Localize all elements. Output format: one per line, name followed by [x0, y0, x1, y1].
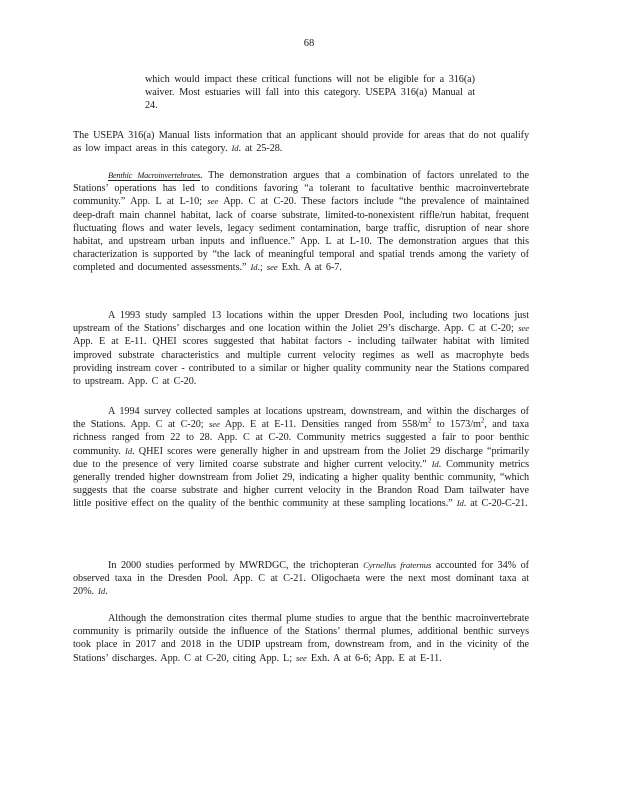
citation-see: see — [295, 652, 307, 663]
text: Exh. A at 6-6; App. E at E-11. — [310, 652, 442, 664]
superscript: 2 — [427, 416, 432, 425]
citation-see: see — [266, 262, 278, 273]
paragraph-1993-study — [73, 309, 529, 388]
citation-id: Id — [231, 143, 239, 154]
citation-see: see — [207, 196, 219, 207]
citation-id: Id — [456, 498, 464, 509]
text: App. C at C-20. These factors include “the prevalence of maintained deep-draft main channel habitat, lack of coarse substrate, limited-to-nonexistent riffle/run habitat, frequent fluctuating flows and water levels, legacy sediment contamination, barge traffic, disruption of near shore habitat, and upstream urban inputs and influence.” App. L at L-10. The demonstration argues that this characterization is supported by “the lack of meaningful temporal and spatial trends among the variety of completed and documented assessments.” — [73, 196, 529, 274]
citation-id: Id — [125, 445, 133, 456]
citation-id: Id — [98, 586, 106, 597]
text: The USEPA 316(a) Manual lists information that an applicant should provide for areas that do not qualify as low impact areas in this category. — [73, 130, 529, 155]
text: .; — [257, 262, 263, 274]
citation-id: Id — [250, 262, 258, 273]
citation-see: see — [209, 419, 220, 430]
text: . The demonstration argues that a combination of factors unrelated to the Stations’ operations has led to conditions favoring “a tolerant to facultative benthic macroinvertebrate community.” App. L at L-10; — [73, 170, 529, 208]
text: In 2000 studies performed by MWRDGC, the trichopteran — [108, 560, 359, 571]
text: Exh. A at 6-7. — [281, 262, 342, 274]
text: App. E at E-11. QHEI scores suggested that habitat factors - including tailwater habitat with limited improved substrate characteristics and multiple current velocity regimes as well as macrophyte beds providing instream cover - contributed to a similar or higher quality community near the Stations compared to upstream. App. C at C-20. — [73, 336, 529, 388]
paragraph-benthic-macroinvertebrates — [73, 169, 529, 275]
paragraph-thermal-plume — [73, 612, 529, 665]
paragraph-1994-survey — [73, 405, 529, 511]
page-number: 68 — [303, 38, 315, 49]
text: . at C-20-C-21. — [463, 498, 528, 510]
block-quote — [145, 73, 475, 113]
text: . Community metrics generally trended higher downstream from Joliet 29, indicating a higher quality benthic community, “which suggests that the coarse substrate and higher current velocity in the Brandon Road Dam tailwater have little positive effect on the quality of the benthic community at these sampling locations.” — [73, 458, 530, 510]
paragraph-2000-studies — [73, 559, 529, 599]
superscript: 2 — [480, 416, 485, 425]
text: , and taxa richness ranged from 22 to 28. App. C at C-20. Community metrics suggested a fair to poor benthic community. — [73, 419, 529, 457]
block-quote-text: which would impact these critical functions will not be eligible for a 316(a) waiver. Most estuaries will fall into this category. USEPA 316(a) Manual at 24. — [145, 74, 475, 112]
text: App. E at E-11. Densities ranged from 558/m — [224, 419, 428, 431]
text: . QHEI scores were generally higher in and upstream from the Joliet 29 discharge “primarily due to the presence of very limited coarse substrate and higher current velocity.” — [73, 445, 529, 470]
citation-see: see — [518, 323, 530, 334]
text: Although the demonstration cites thermal plume studies to argue that the benthic macroinvertebrate community is primarily outside the influence of the Stations’ thermal plumes, additional benthic surveys took place in 2017 and 2018 in the UDIP upstream from, downstream from, and in the vicinity of the Stations’ discharges. App. C at C-20, citing App. L; — [73, 613, 529, 664]
paragraph-low-impact-areas — [73, 129, 529, 155]
text: accounted for 34% of observed taxa in the Dresden Pool. App. C at C-21. Oligochaeta were the next most dominant taxa at 20%. — [73, 560, 530, 598]
citation-id: Id — [431, 458, 439, 469]
text: A 1994 survey collected samples at locations upstream, downstream, and within the discharges of the Stations. App. C at C-20; — [73, 406, 529, 431]
species-name: Cyrnellus fraternus — [363, 560, 432, 570]
text: to 1573/m — [431, 419, 481, 431]
text: . at 25-28. — [238, 143, 283, 155]
text: A 1993 study sampled 13 locations within the upper Dresden Pool, including two locations just upstream of the Stations’ discharges and one location within the Joliet 29’s discharge. App. C at C-20; — [73, 310, 529, 335]
section-heading: Benthic Macroinvertebrates — [108, 171, 200, 180]
text: . — [105, 586, 108, 598]
